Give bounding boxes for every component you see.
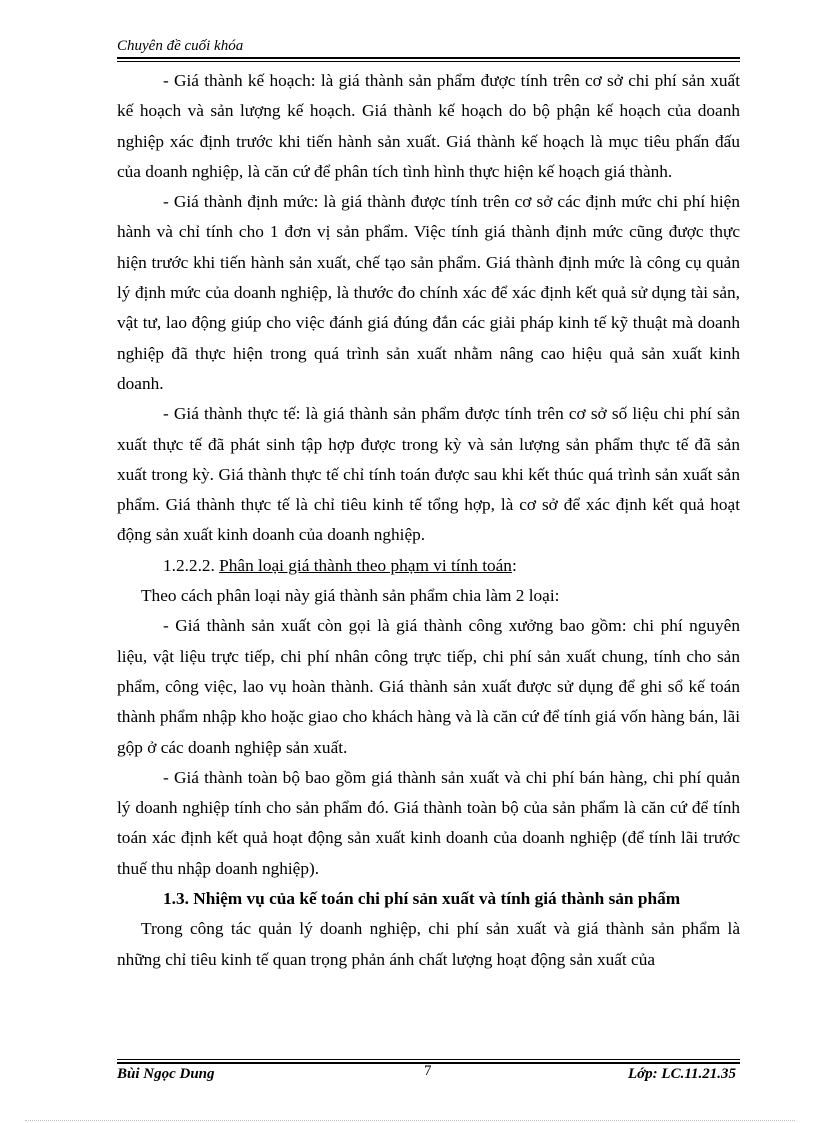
paragraph-management-intro: Trong công tác quản lý doanh nghiệp, chi phí sản xuất và giá thành sản phẩm là những chỉ tiêu kinh tế quan trọng phản ánh chất lượng hoạt động sản xuất của: [117, 919, 740, 969]
section-heading: 1.3. Nhiệm vụ của kế toán chi phí sản xuất và tính giá thành sản phẩm: [163, 889, 681, 909]
subsection-colon: :: [511, 555, 517, 575]
subsection-title: Phân loại giá thành theo phạm vi tính toán: [219, 555, 512, 575]
subsection-heading: [117, 551, 740, 581]
header-rule: [117, 57, 740, 59]
paragraph-planned-cost: - Giá thành kế hoạch: là giá thành sản phẩm được tính trên cơ sở chi phí sản xuất kế hoạch và sản lượng kế hoạch. Giá thành kế hoạch do bộ phận kế hoạch của doanh nghiệp xác định trước khi tiến hành sản xuất. Giá thành kế hoạch là mục tiêu phấn đấu của doanh nghiệp, là căn cứ để phân tích tình hình thực hiện kế hoạch giá thành.: [117, 71, 740, 181]
page-header-title: Chuyên đề cuối khóa: [117, 38, 244, 54]
footer-author: Bùi Ngọc Dung: [117, 1066, 215, 1082]
header-rule-thin: [117, 61, 740, 62]
page-number: 7: [424, 1063, 432, 1079]
page-bottom-border: [25, 1120, 795, 1121]
footer-rule-thin: [117, 1059, 740, 1060]
paragraph-actual-cost: - Giá thành thực tế: là giá thành sản phẩm được tính trên cơ sở số liệu chi phí sản xuất thực tế đã phát sinh tập hợp được trong kỳ và sản lượng sản phẩm thực tế đã sản xuất trong kỳ. Giá thành thực tế chỉ tính toán được sau khi kết thúc quá trình sản xuất sản phẩm. Giá thành thực tế là chỉ tiêu kinh tế tổng hợp, là cơ sở để xác định kết quả hoạt động sản xuất kinh doanh của doanh nghiệp.: [117, 404, 740, 545]
subsection-number: 1.2.2.2.: [163, 555, 220, 575]
paragraph-classification-intro: Theo cách phân loại này giá thành sản phẩm chia làm 2 loại:: [141, 586, 560, 606]
footer-class: Lớp: LC.11.21.35: [627, 1066, 736, 1082]
document-body: [117, 66, 740, 975]
paragraph-standard-cost: - Giá thành định mức: là giá thành được tính trên cơ sở các định mức chi phí hiện hành và chỉ tính cho 1 đơn vị sản phẩm. Việc tính giá thành định mức cũng được thực hiện trước khi tiến hành sản xuất, chế tạo sản phẩm. Giá thành định mức là công cụ quản lý định mức của doanh nghiệp, là thước đo chính xác để xác định kết quả sử dụng tài sản, vật tư, lao động giúp cho việc đánh giá đúng đắn các giải pháp kinh tế kỹ thuật mà doanh nghiệp đã thực hiện trong quá trình sản xuất nhằm nâng cao hiệu quả sản xuất kinh doanh.: [117, 192, 740, 393]
paragraph-total-cost: - Giá thành toàn bộ bao gồm giá thành sản xuất và chi phí bán hàng, chi phí quản lý doanh nghiệp tính cho sản phẩm đó. Giá thành toàn bộ của sản phẩm là căn cứ để tính toán xác định kết quả hoạt động sản xuất kinh doanh của doanh nghiệp (để tính lãi trước thuế thu nhập doanh nghiệp).: [117, 767, 740, 878]
paragraph-production-cost: - Giá thành sản xuất còn gọi là giá thành công xưởng bao gồm: chi phí nguyên liệu, vật liệu trực tiếp, chi phí nhân công trực tiếp, chi phí sản xuất chung, tính cho sản phẩm, công việc, lao vụ hoàn thành. Giá thành sản xuất được sử dụng để ghi sổ kế toán thành phẩm nhập kho hoặc giao cho khách hàng và là căn cứ để tính giá vốn hàng bán, lãi gộp ở các doanh nghiệp sản xuất.: [117, 616, 740, 757]
